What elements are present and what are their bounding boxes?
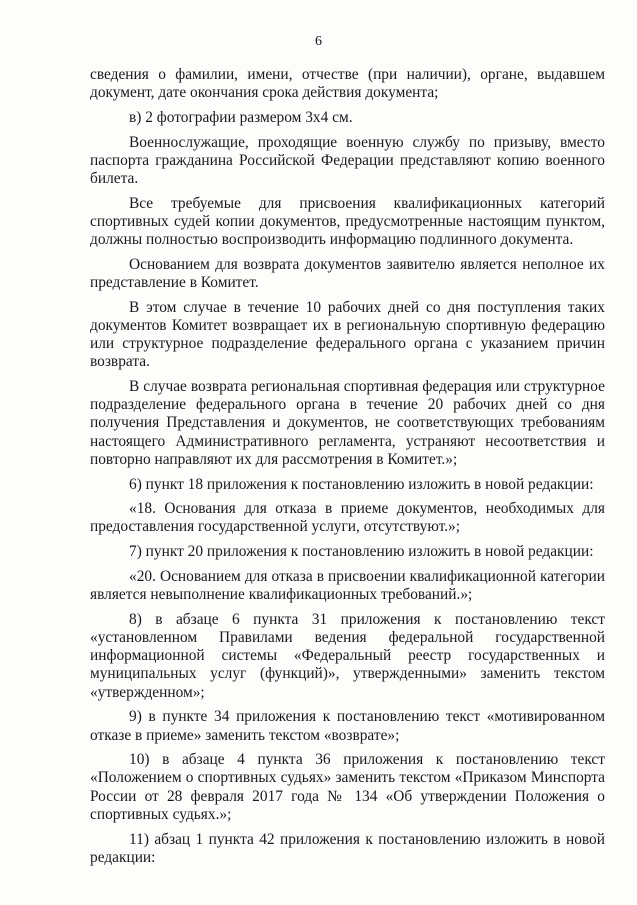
paragraph: «20. Основанием для отказа в присвоении квалификационной категории является невыполнение квалификационных требований.»; [90,567,605,604]
page-number: 6 [315,34,322,49]
paragraph: в) 2 фотографии размером 3х4 см. [129,108,353,126]
body-text [90,66,605,873]
paragraph: Военнослужащие, проходящие военную службу по призыву, вместо паспорта гражданина Российской Федерации представляют копию военного билета. [90,133,605,188]
paragraph: 8) в абзаце 6 пункта 31 приложения к постановлению текст «установленном Правилами ведения федеральной государственной информационной системы «Федеральный реестр государственных и муниципальных услуг (функций)», утвержденными» заменить текстом «утвержденном»; [90,610,605,701]
paragraph: «18. Основания для отказа в приеме документов, необходимых для предоставления государственной услуги, отсутствуют.»; [90,500,605,536]
paragraph: Основанием для возврата документов заявителю является неполное их представление в Комитет. [90,255,605,292]
paragraph: Все требуемые для присвоения квалификационных категорий спортивных судей копии документов, предусмотренные настоящим пунктом, должны полностью воспроизводить информацию подлинного документа. [90,194,605,249]
paragraph: 7) пункт 20 приложения к постановлению изложить в новой редакции: [129,543,594,561]
paragraph: 11) абзац 1 пункта 42 приложения к постановлению изложить в новой редакции: [90,830,605,866]
paragraph: 6) пункт 18 приложения к постановлению изложить в новой редакции: [129,475,594,493]
paragraph: 9) в пункте 34 приложения к постановлению текст «мотивированном отказе в приеме» заменить текстом «возврате»; [90,708,605,744]
paragraph: 10) в абзаце 4 пункта 36 приложения к постановлению текст «Положением о спортивных судьях» заменить текстом «Приказом Минспорта России от 28 февраля 2017 года № 134 «Об утверждении Положения о спортивных судьях.»; [90,751,605,823]
paragraph: В этом случае в течение 10 рабочих дней со дня поступления таких документов Комитет возвращает их в региональную спортивную федерацию или структурное подразделение федерального органа с указанием причин возврата. [90,298,605,371]
paragraph: В случае возврата региональная спортивная федерация или структурное подразделение федерального органа в течение 20 рабочих дней со дня получения Представления и документов, не соответствующих требованиям настоящего Административного регламента, устраняют несоответствия и повторно направляют их для рассмотрения в Комитет.»; [90,378,605,468]
paragraph: сведения о фамилии, имени, отчестве (при наличии), органе, выдавшем документ, дате окончания срока действия документа; [90,66,605,102]
